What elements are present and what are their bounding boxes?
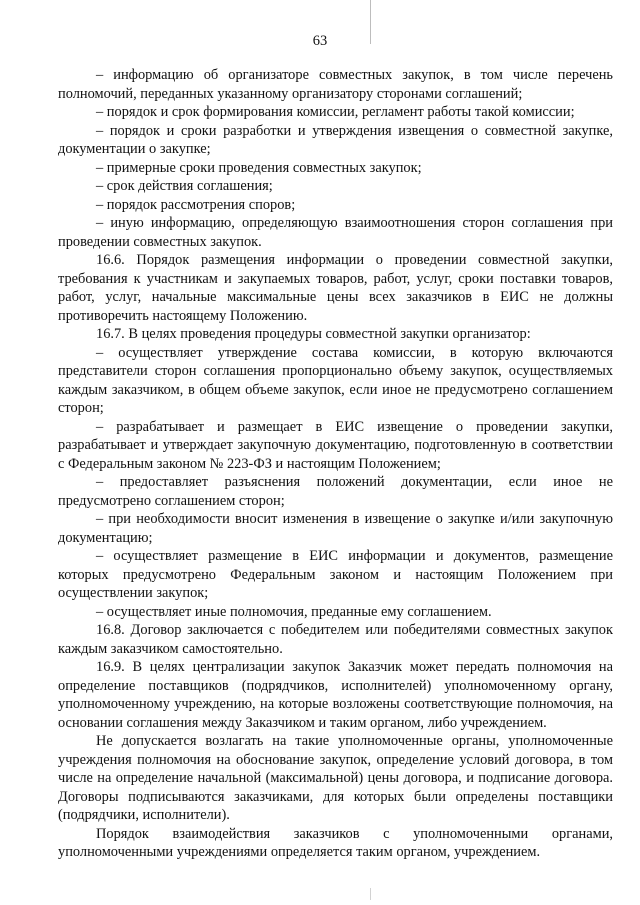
list-item-notice-publication: – разрабатывает и размещает в ЕИС извещение о проведении закупки, разрабатывает и утверждает закупочную документацию, подготовленную в соответствии с Федеральным законом № 223-ФЗ и настоящим Положением; bbox=[58, 418, 613, 472]
scan-edge-mark-bottom bbox=[370, 888, 371, 900]
list-item-amendments: – при необходимости вносит изменения в извещение о закупке и/или закупочную документацию; bbox=[58, 511, 613, 546]
list-item-agreement-term: – срок действия соглашения; bbox=[96, 178, 273, 194]
list-item-other-info: – иную информацию, определяющую взаимоотношения сторон соглашения при проведении совместных закупок. bbox=[58, 215, 613, 250]
paragraph-interaction-order: Порядок взаимодействия заказчиков с уполномоченными органами, уполномоченными учреждениями определяется таким органом, учреждением. bbox=[58, 825, 613, 860]
list-item-dispute-order: – порядок рассмотрения споров; bbox=[96, 196, 296, 213]
list-item-organizer-info: – информацию об организаторе совместных закупок, в том числе перечень полномочий, переданных указанному организатору сторонами соглашений; bbox=[58, 67, 613, 102]
clause-16-7: 16.7. В целях проведения процедуры совместной закупки организатор: bbox=[96, 326, 531, 342]
list-item-notice-development: – порядок и сроки разработки и утверждения извещения о совместной закупке, документации о закупке; bbox=[58, 122, 613, 157]
list-item-clarifications: – предоставляет разъяснения положений документации, если иное не предусмотрено соглашением сторон; bbox=[58, 474, 613, 509]
clause-16-6: 16.6. Порядок размещения информации о проведении совместной закупки, требования к участникам и закупаемых товаров, работ, услуг, сроки поставки товаров, работ, услуг, начальные максимальные цены всех заказчиков в ЕИС не должны противоречить настоящему Положению. bbox=[58, 252, 613, 324]
list-item-approximate-dates: – примерные сроки проведения совместных закупок; bbox=[96, 159, 422, 176]
document-body bbox=[58, 66, 613, 862]
paragraph-restrictions: Не допускается возлагать на такие уполномоченные органы, уполномоченные учреждения полномочия на обоснование закупок, определение условий договора, в том числе на определение начальной (максимальной) цены договора, и подписание договора. Договоры подписываются заказчиками, для которых были определены поставщики (подрядчики, исполнители). bbox=[58, 733, 613, 823]
list-item-commission-approval: – осуществляет утверждение состава комиссии, в которую включаются представители сторон соглашения пропорционально объему закупок, осуществляемых каждым заказчиком, в общем объеме закупок, если иное не предусмотрено соглашением сторон; bbox=[58, 344, 613, 416]
list-item-eis-publication: – осуществляет размещение в ЕИС информации и документов, размещение которых предусмотрено Федеральным законом и настоящим Положением при осуществлении закупок; bbox=[58, 548, 613, 601]
clause-16-9: 16.9. В целях централизации закупок Заказчик может передать полномочия на определение поставщиков (подрядчиков, исполнителей) уполномоченному органу, уполномоченному учреждению, на которые возложены соответствующие полномочия, на основании соглашения между Заказчиком и таким органом, либо учреждением. bbox=[58, 659, 613, 731]
list-item-commission-order: – порядок и срок формирования комиссии, регламент работы такой комиссии; bbox=[96, 104, 575, 120]
list-item-other-powers: – осуществляет иные полномочия, преданные ему соглашением. bbox=[96, 603, 492, 620]
page-number: 63 bbox=[312, 33, 328, 49]
clause-16-8: 16.8. Договор заключается с победителем или победителями совместных закупок каждым заказчиком самостоятельно. bbox=[58, 622, 613, 657]
